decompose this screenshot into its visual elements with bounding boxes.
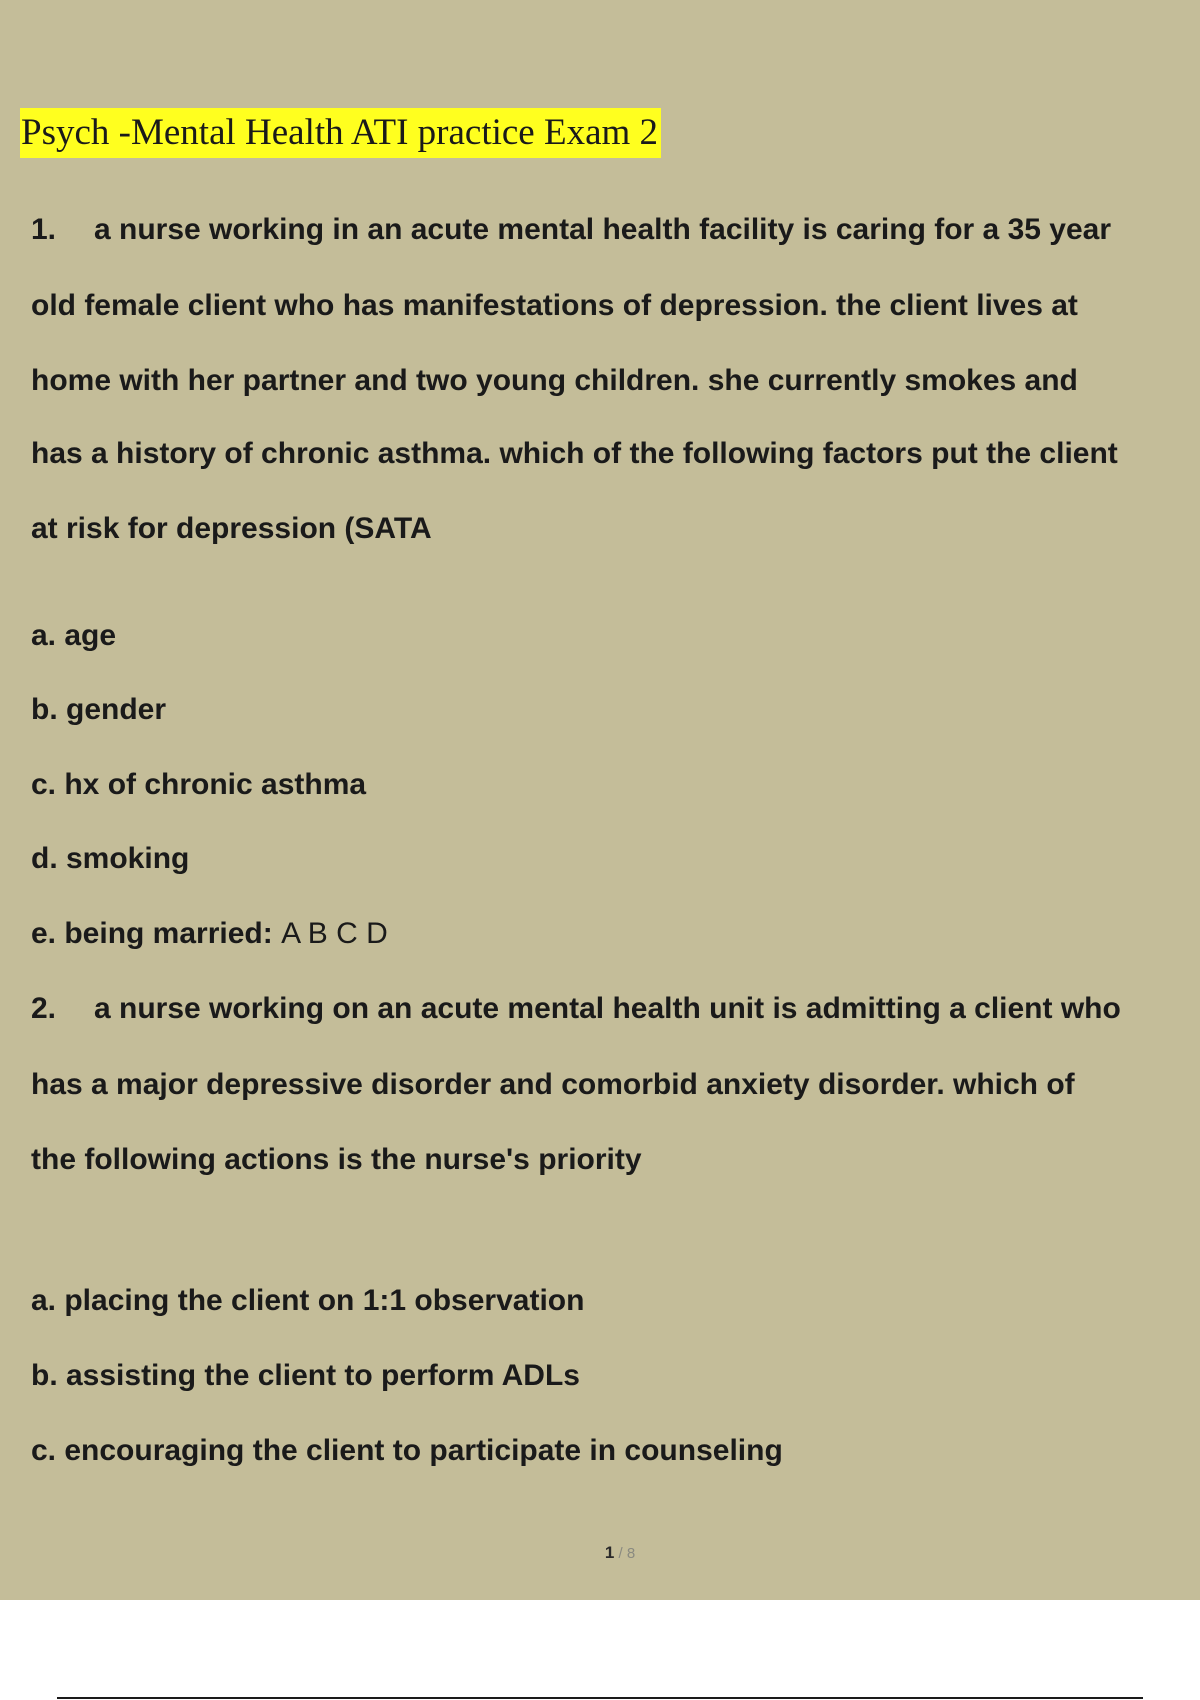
question-1-option-d: d. smoking [31, 842, 190, 875]
document-title: Psych -Mental Health ATI practice Exam 2 [20, 108, 661, 158]
footer-divider [57, 1697, 1143, 1699]
question-number: 2. [31, 992, 57, 1025]
option-text: e. being married: [31, 917, 273, 950]
question-2-line-3: the following actions is the nurse's priority [31, 1143, 642, 1176]
question-1-line-1 [31, 212, 1111, 248]
page-indicator [0, 1543, 1200, 1563]
question-1-answer: A B C D [281, 917, 388, 950]
question-1-option-a: a. age [31, 619, 117, 652]
question-2-option-b: b. assisting the client to perform ADLs [31, 1359, 580, 1392]
page-separator: / [618, 1545, 623, 1562]
current-page: 1 [604, 1543, 615, 1562]
question-1-line-2: old female client who has manifestations of depression. the client lives at [31, 289, 1078, 322]
question-1-line-3: home with her partner and two young children. she currently smokes and [31, 364, 1078, 397]
question-2-line-2: has a major depressive disorder and comorbid anxiety disorder. which of [31, 1068, 1075, 1101]
question-text: a nurse working in an acute mental health facility is caring for a 35 year [94, 213, 1112, 246]
question-number: 1. [31, 213, 57, 246]
question-1-option-e [31, 916, 388, 952]
question-1-line-5: at risk for depression (SATA [31, 512, 432, 545]
question-text: a nurse working on an acute mental health unit is admitting a client who [94, 992, 1121, 1025]
total-pages: 8 [626, 1545, 636, 1562]
question-1-option-b: b. gender [31, 693, 167, 726]
question-2-line-1 [31, 991, 1121, 1027]
question-2-option-c: c. encouraging the client to participate in counseling [31, 1434, 783, 1467]
question-1-option-c: c. hx of chronic asthma [31, 768, 367, 801]
question-1-line-4: has a history of chronic asthma. which of the following factors put the client [31, 437, 1118, 470]
question-2-option-a: a. placing the client on 1:1 observation [31, 1284, 585, 1317]
